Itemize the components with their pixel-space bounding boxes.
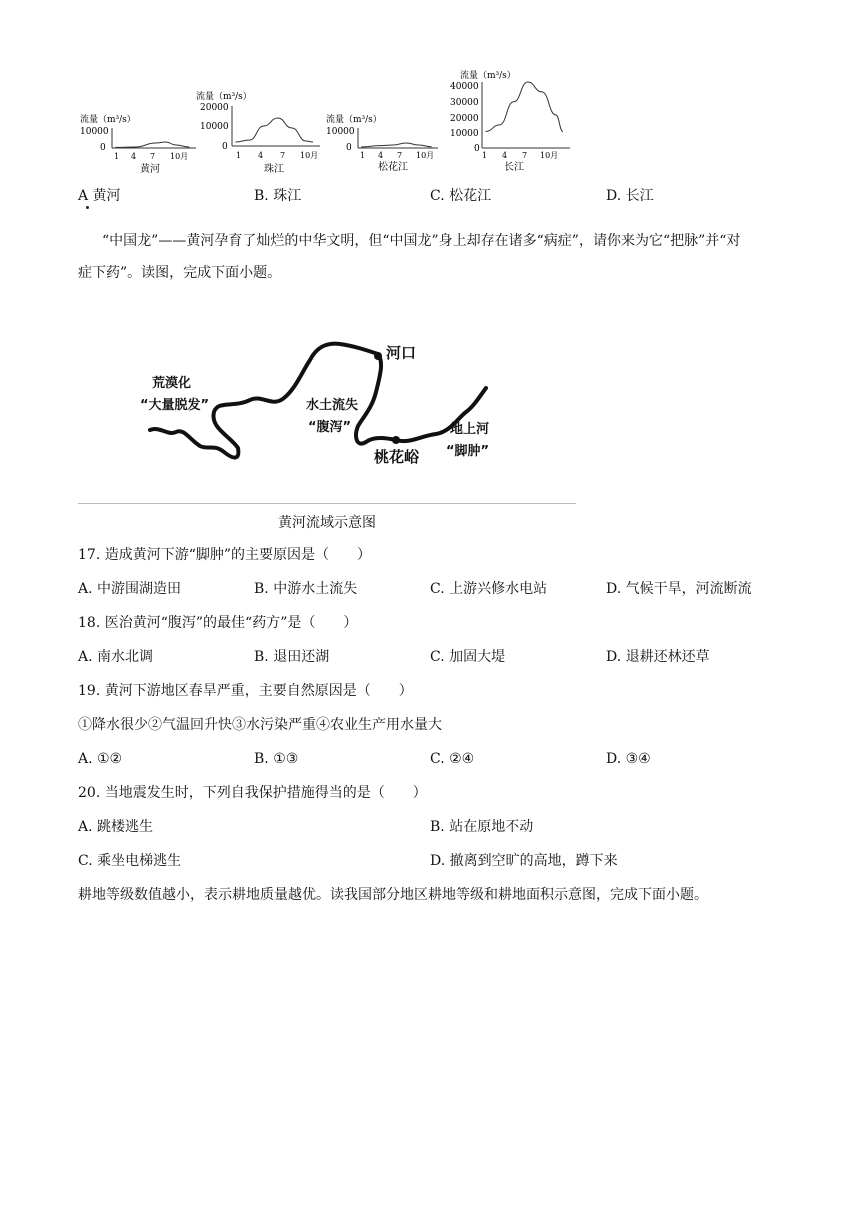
q19-option-a: A. ①②	[78, 751, 123, 767]
label-soil-erosion: 水土流失	[306, 398, 359, 413]
chart-huanghe-svg	[78, 110, 198, 175]
chart-huanghe-ytick-top: 10000	[80, 127, 109, 137]
chart-changjiang-xtick-10: 10月	[540, 151, 559, 160]
prev-option-a: A 黄河	[78, 188, 121, 204]
chart-changjiang-ytick-zero: 0	[474, 144, 480, 154]
chart-zhujiang-ylabel: 流量（m³/s）	[196, 92, 252, 102]
q19-statements: ①降水很少②气温回升快③水污染严重④农业生产用水量大	[78, 717, 442, 733]
label-above-ground-river: 地上河	[450, 422, 490, 437]
chart-huanghe-xtick-4: 4	[131, 152, 137, 161]
chart-changjiang-xtick-7: 7	[522, 151, 528, 160]
q17-num: 17.	[78, 547, 101, 563]
q18-num: 18.	[78, 615, 101, 631]
chart-huanghe-ytick-zero: 0	[100, 143, 106, 153]
chart-zhujiang	[196, 88, 326, 176]
q19-stem	[78, 682, 413, 700]
label-diarrhea: “腹泻”	[308, 420, 352, 435]
q17-text: 造成黄河下游“脚肿”的主要原因是（ ）	[104, 547, 372, 563]
closing-paragraph: 耕地等级数值越小，表示耕地质量越优。读我国部分地区耕地等级和耕地面积示意图，完成下面小题。	[78, 887, 708, 903]
q20-option-c: C. 乘坐电梯逃生	[78, 853, 182, 869]
label-taohuayu: 桃花峪	[374, 448, 420, 466]
q18-stem	[78, 614, 357, 632]
taohuayu-marker	[392, 436, 400, 444]
label-desertification: 荒漠化	[152, 376, 192, 391]
chart-zhujiang-ytick-mid: 10000	[200, 122, 229, 132]
q19-num: 19.	[78, 683, 101, 699]
q18-option-a: A. 南水北调	[78, 649, 154, 665]
chart-changjiang-ytick-1: 10000	[450, 129, 479, 139]
q20-text: 当地震发生时，下列自我保护措施得当的是（ ）	[104, 785, 427, 801]
q19-option-c: C. ②④	[430, 751, 475, 767]
q18-option-b: B. 退田还湖	[254, 649, 330, 665]
chart-zhujiang-xtick-7: 7	[280, 151, 286, 160]
q19-option-b: B. ①③	[254, 751, 299, 767]
q20-stem	[78, 784, 427, 802]
chart-changjiang-ylabel: 流量（m³/s）	[460, 71, 516, 81]
chart-huanghe	[78, 110, 198, 175]
chart-changjiang-ytick-top: 40000	[450, 82, 479, 92]
chart-changjiang	[448, 66, 578, 178]
q18-text: 医治黄河“腹泻”的最佳“药方”是（ ）	[104, 615, 358, 631]
q17-stem	[78, 546, 371, 564]
prev-option-d: D. 长江	[606, 188, 654, 204]
chart-songhuajiang-svg	[322, 110, 442, 175]
chart-songhuajiang-xtick-7: 7	[397, 151, 403, 160]
chart-songhuajiang	[322, 110, 442, 175]
label-hekou: 河口	[386, 344, 417, 362]
q18-option-c: C. 加固大堤	[430, 649, 506, 665]
map-caption: 黄河流域示意图	[278, 515, 376, 531]
chart-zhujiang-xtick-10: 10月	[300, 151, 319, 160]
hekou-marker	[374, 352, 382, 360]
q20-option-d: D. 撤离到空旷的高地，蹲下来	[430, 853, 618, 869]
intro-line-1: “中国龙”——黄河孕育了灿烂的中华文明，但“中国龙”身上却存在诸多“病症”，请你来为它“把脉”并“对	[102, 233, 741, 249]
map-divider	[78, 503, 576, 504]
yellow-river-map	[140, 336, 500, 476]
q20-option-a: A. 跳楼逃生	[78, 819, 154, 835]
label-swollen-feet: “脚肿”	[446, 444, 490, 459]
chart-huanghe-xtick-1: 1	[114, 152, 120, 161]
chart-zhujiang-svg	[196, 88, 326, 176]
q17-option-b: B. 中游水土流失	[254, 581, 358, 597]
chart-zhujiang-ytick-zero: 0	[222, 142, 228, 152]
q20-num: 20.	[78, 785, 101, 801]
chart-changjiang-ytick-2: 20000	[450, 114, 479, 124]
chart-songhuajiang-xtick-1: 1	[360, 151, 366, 160]
chart-songhuajiang-ytick-top: 10000	[326, 127, 355, 137]
intro-line-2: 症下药”。读图，完成下面小题。	[78, 265, 282, 281]
chart-huanghe-line	[115, 142, 189, 147]
prev-option-b: B. 珠江	[254, 188, 302, 204]
chart-zhujiang-ytick-top: 20000	[200, 103, 229, 113]
chart-changjiang-xtick-1: 1	[482, 151, 488, 160]
q20-option-b: B. 站在原地不动	[430, 819, 534, 835]
chart-zhujiang-caption: 珠江	[264, 164, 284, 175]
q18-option-d: D. 退耕还林还草	[606, 649, 710, 665]
q17-option-c: C. 上游兴修水电站	[430, 581, 548, 597]
chart-zhujiang-line	[236, 118, 314, 142]
chart-huanghe-caption: 黄河	[140, 164, 160, 175]
q19-text: 黄河下游地区春旱严重，主要自然原因是（ ）	[104, 683, 413, 699]
chart-changjiang-caption: 长江	[504, 162, 524, 173]
prev-option-c: C. 松花江	[430, 188, 492, 204]
chart-songhuajiang-caption: 松花江	[378, 162, 408, 173]
chart-zhujiang-xtick-1: 1	[236, 151, 242, 160]
chart-songhuajiang-line	[361, 143, 431, 147]
chart-huanghe-xtick-7: 7	[150, 152, 156, 161]
chart-songhuajiang-ylabel: 流量（m³/s）	[326, 115, 382, 125]
chart-zhujiang-xtick-4: 4	[258, 151, 264, 160]
chart-huanghe-ylabel: 流量（m³/s）	[80, 115, 136, 125]
emphasis-dot	[86, 206, 89, 209]
chart-songhuajiang-xtick-4: 4	[378, 151, 384, 160]
chart-songhuajiang-xtick-10: 10月	[416, 151, 435, 160]
chart-songhuajiang-ytick-zero: 0	[346, 143, 352, 153]
chart-changjiang-ytick-3: 30000	[450, 98, 479, 108]
q19-option-d: D. ③④	[606, 751, 651, 767]
q17-option-a: A. 中游围湖造田	[78, 581, 182, 597]
chart-huanghe-xtick-10: 10月	[170, 152, 189, 161]
chart-changjiang-xtick-4: 4	[502, 151, 508, 160]
q17-option-d: D. 气候干旱，河流断流	[606, 581, 752, 597]
label-hair-loss: “大量脱发”	[140, 398, 210, 413]
chart-changjiang-svg	[448, 66, 578, 178]
chart-changjiang-line	[486, 82, 564, 132]
